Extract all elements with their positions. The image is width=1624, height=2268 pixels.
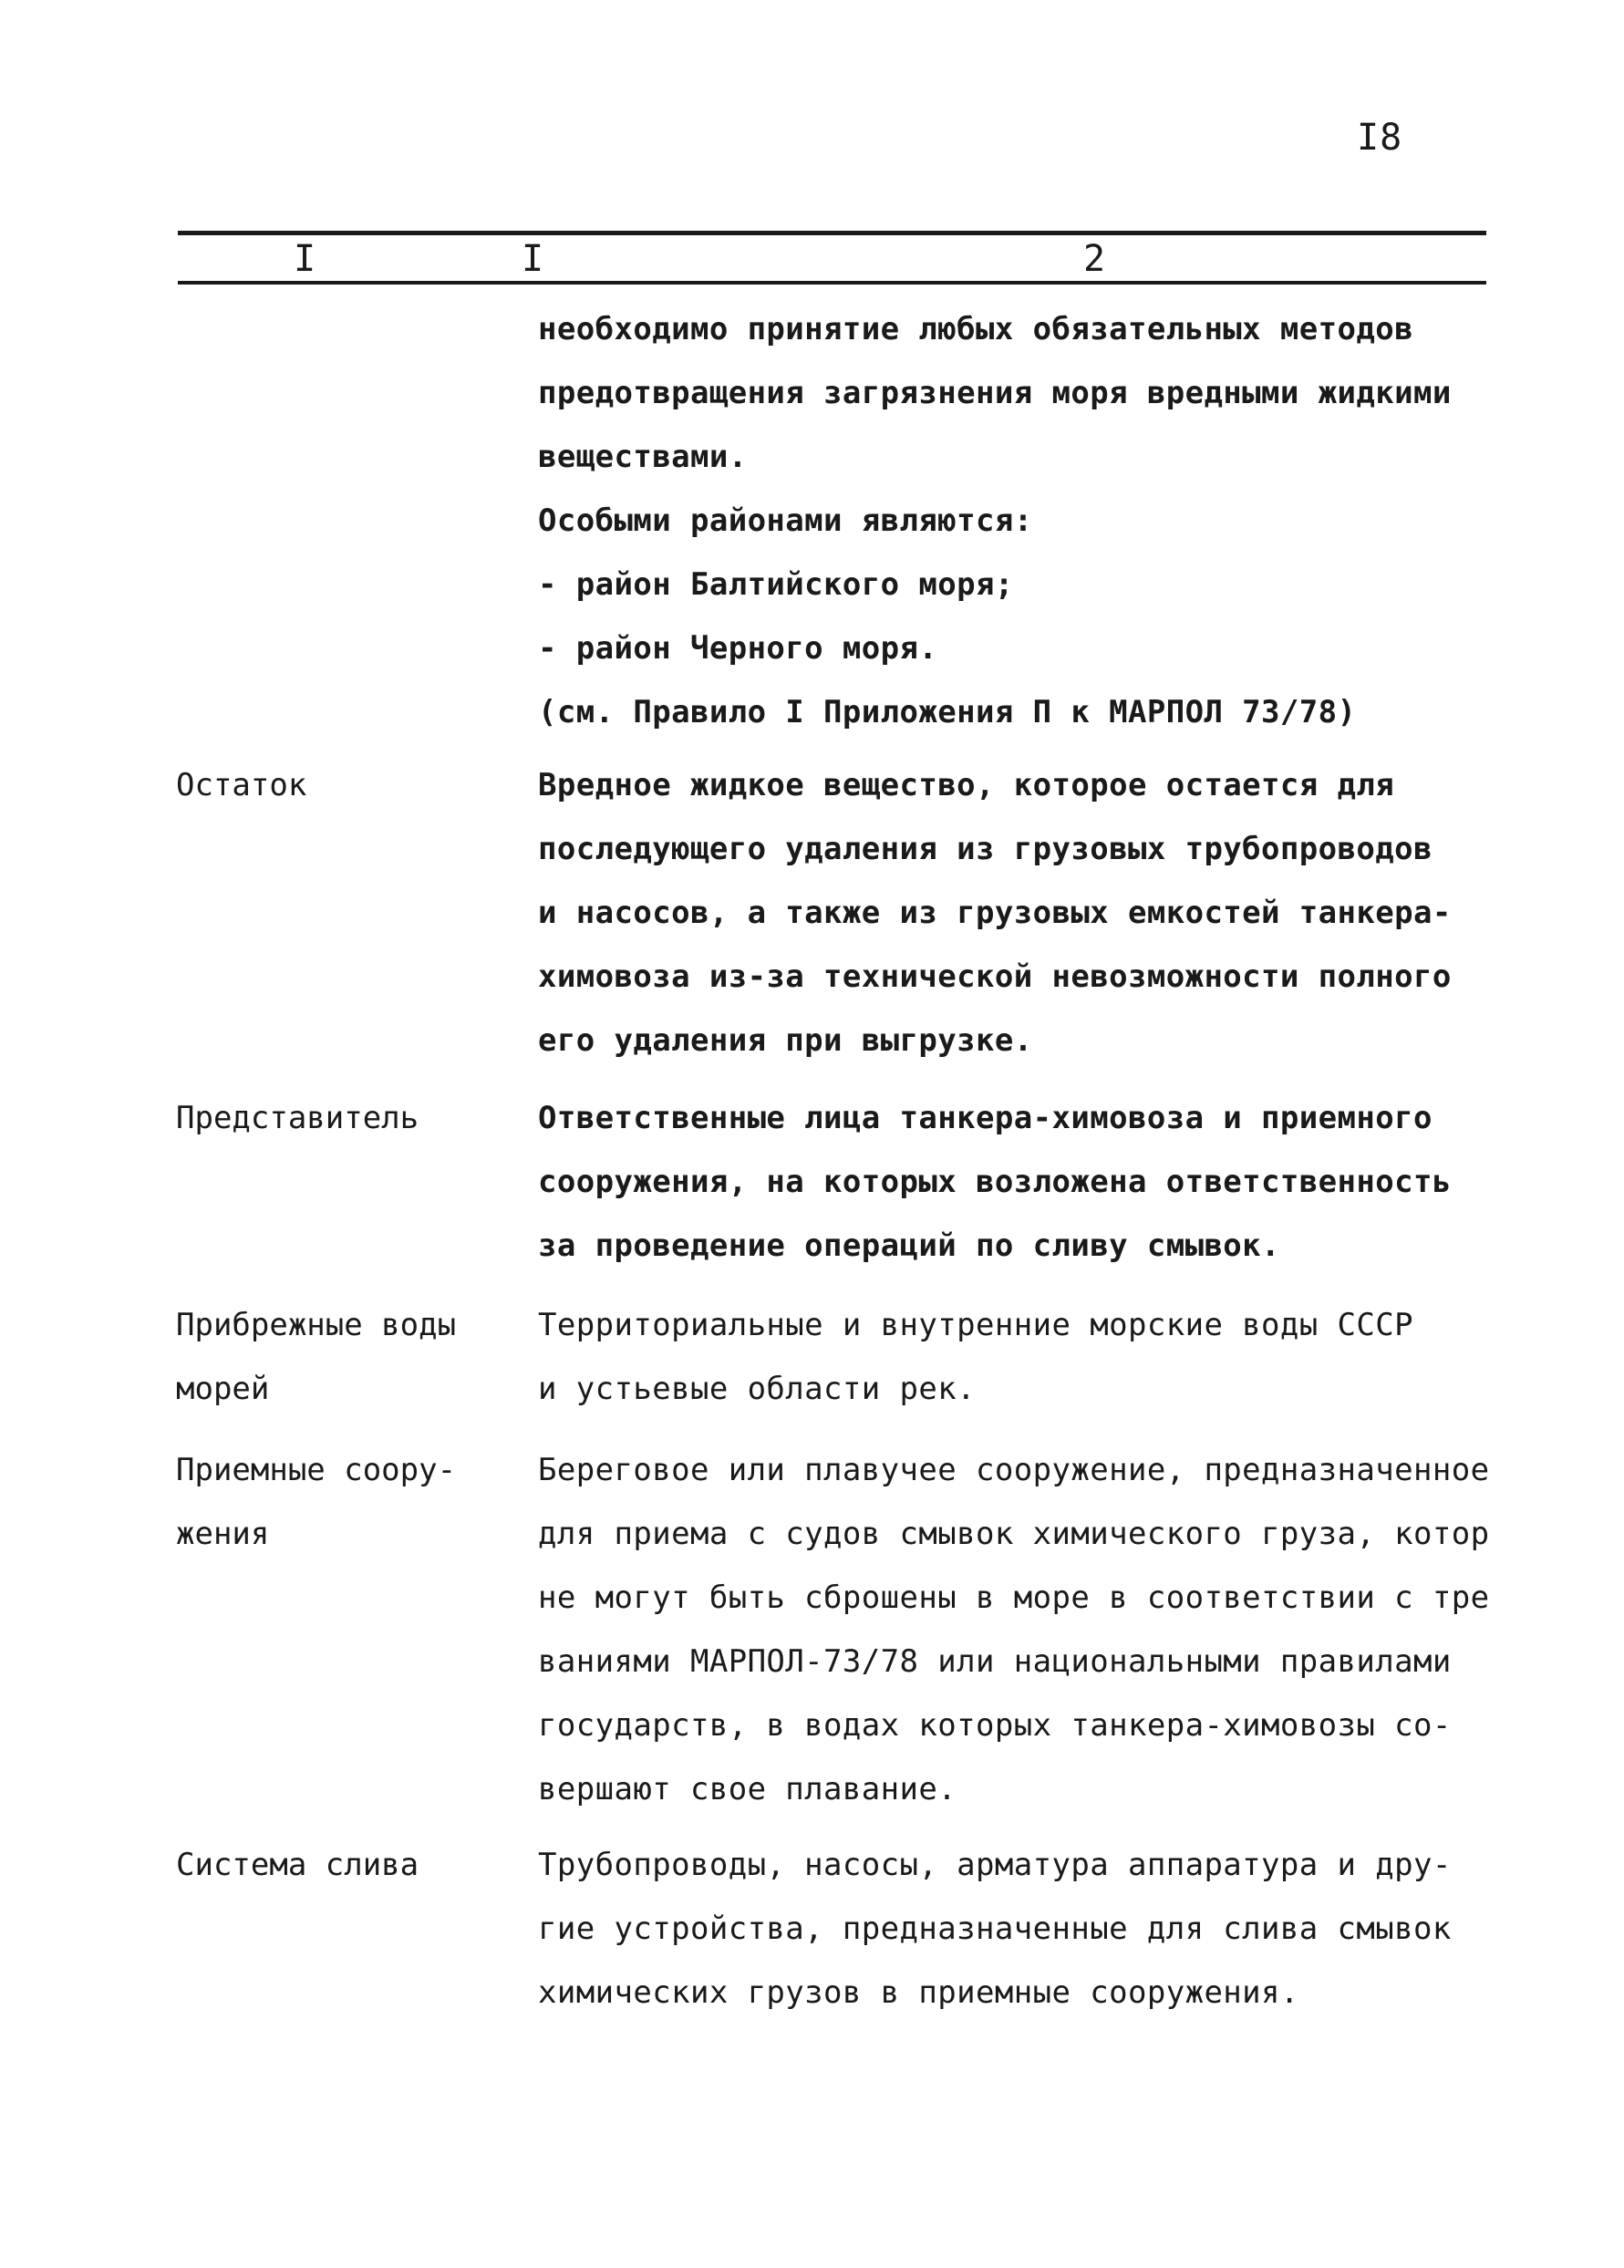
definition-line: за проведение операций по сливу смывок. xyxy=(538,1227,1280,1264)
definition xyxy=(538,1833,1486,2025)
definition-line: Территориальные и внутренние морские воды СССР xyxy=(538,1307,1414,1343)
term: Система слива xyxy=(176,1847,419,1883)
definition-line: вершают свое плавание. xyxy=(538,1771,957,1807)
column-header-1: I xyxy=(294,238,316,280)
table-top-rule xyxy=(178,231,1486,235)
definition-line: не могут быть сброшены в море в соответствии с тре xyxy=(538,1579,1490,1616)
definition-line: для приема с судов смывок химического груза, котор xyxy=(538,1516,1490,1552)
term: Представитель xyxy=(176,1100,419,1136)
continuation-definition xyxy=(538,297,1486,744)
term: Остаток xyxy=(176,767,307,803)
definition xyxy=(538,1438,1490,1821)
definition-line: веществами. xyxy=(538,439,748,475)
definition xyxy=(538,1293,1486,1421)
definition-line: его удаления при выгрузке. xyxy=(538,1022,1033,1059)
definition xyxy=(538,1086,1486,1278)
definition-line: химических грузов в приемные сооружения. xyxy=(538,1974,1299,2011)
definition-line: химовоза из-за технической невозможности полного xyxy=(538,958,1452,995)
definition-line: гие устройства, предназначенные для слива смывок xyxy=(538,1911,1452,1947)
definition-line: государств, в водах которых танкера-химовозы со- xyxy=(538,1707,1452,1744)
definition-line: Береговое или плавучее сооружение, предназначенное xyxy=(538,1452,1490,1488)
definition-line: сооружения, на которых возложена ответственность xyxy=(538,1164,1452,1200)
definition-line: и устьевые области рек. xyxy=(538,1371,977,1407)
definition-line: и насосов, а также из грузовых емкостей танкера- xyxy=(538,895,1452,931)
definition-line: Особыми районами являются: xyxy=(538,502,1033,539)
definition-line: ваниями МАРПОЛ-73/78 или национальными правилами xyxy=(538,1643,1452,1680)
definition-line: Вредное жидкое вещество, которое остается для xyxy=(538,767,1395,803)
definition xyxy=(538,753,1486,1072)
definition-line: необходимо принятие любых обязательных методов xyxy=(538,311,1414,347)
definition-line: (см. Правило I Приложения П к МАРПОЛ 73/78) xyxy=(538,694,1357,730)
column-header-separator: I xyxy=(522,238,544,280)
term: Прибрежные воды морей xyxy=(176,1307,457,1407)
column-header-2: 2 xyxy=(1083,238,1106,280)
definition-line: предотвращения загрязнения моря вредными жидкими xyxy=(538,375,1452,411)
definition-line: Ответственные лица танкера-химовоза и приемного xyxy=(538,1100,1433,1136)
definition-line: - район Черного моря. xyxy=(538,630,938,667)
table-header-rule xyxy=(178,281,1486,285)
page-number: I8 xyxy=(1357,117,1403,159)
term: Приемные соору- жения xyxy=(176,1452,457,1552)
definition-line: Трубопроводы, насосы, арматура аппаратура и дру- xyxy=(538,1847,1452,1883)
definition-line: - район Балтийского моря; xyxy=(538,566,1014,603)
definition-line: последующего удаления из грузовых трубопроводов xyxy=(538,831,1433,867)
